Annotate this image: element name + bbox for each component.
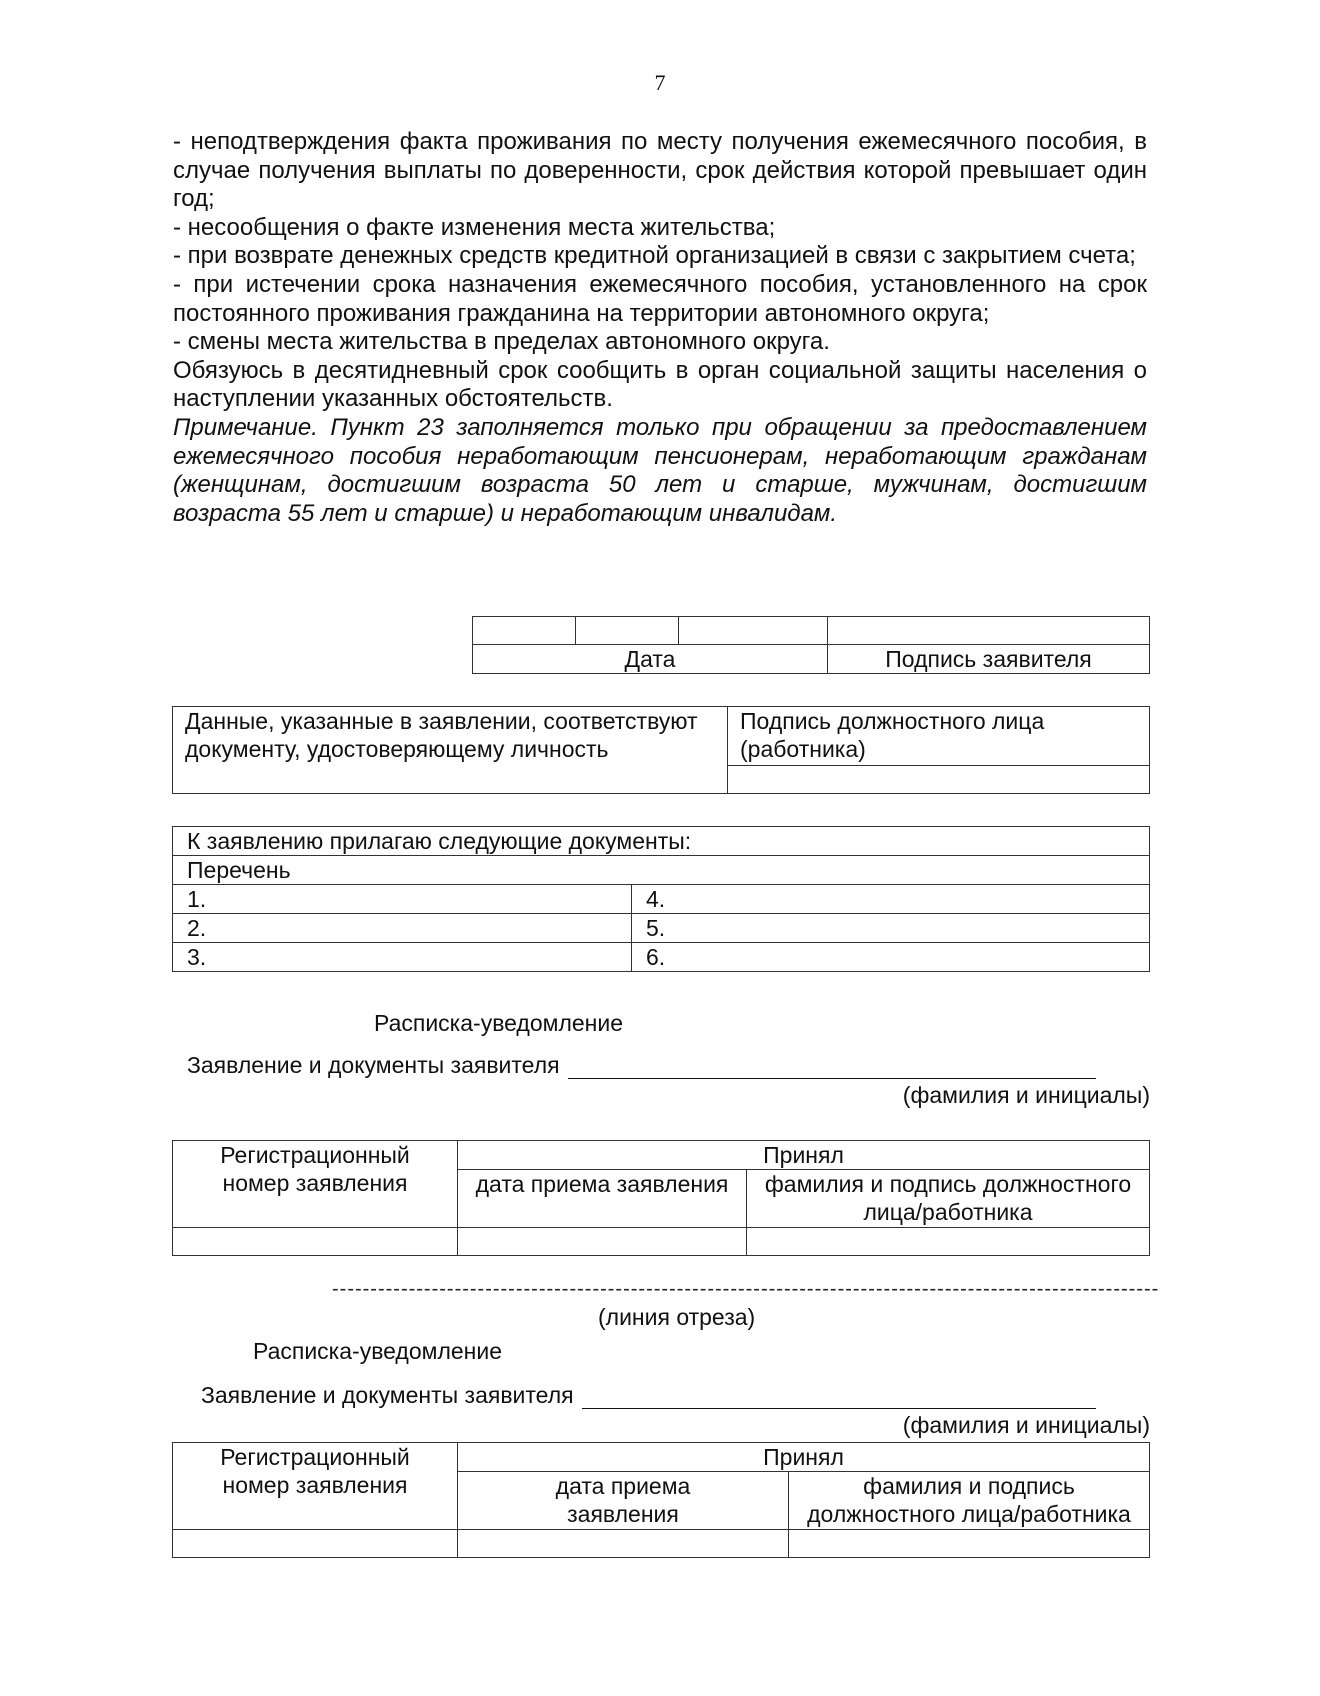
official-cell[interactable] (747, 1228, 1150, 1256)
paragraph: Обязуюсь в десятидневный срок сообщить в орган социальной защиты населения о наступлении указанных обстоятельств. (173, 356, 1147, 413)
signature-label: Подпись заявителя (828, 645, 1150, 674)
official-signature-label: Подпись должностного лица (работника) (728, 707, 1150, 766)
document-item[interactable]: 2. (173, 914, 632, 943)
documents-heading: К заявлению прилагаю следующие документы: (173, 827, 1150, 856)
date-cell-day[interactable] (473, 617, 576, 645)
date-signature-table (472, 616, 1150, 674)
receipt-title: Расписка-уведомление (253, 1338, 503, 1364)
official-cell[interactable] (789, 1530, 1150, 1558)
official-header: фамилия и подпись должностного лица/работника (747, 1170, 1150, 1228)
document-item[interactable]: 6. (632, 943, 1150, 972)
paragraph: - смены места жительства в пределах автономного округа. (173, 328, 830, 356)
date-cell-year[interactable] (679, 617, 828, 645)
signature-cell[interactable] (828, 617, 1150, 645)
date-received-cell[interactable] (458, 1228, 747, 1256)
document-item[interactable]: 5. (632, 914, 1150, 943)
paragraph: - неподтверждения факта проживания по месту получения ежемесячного пособия, в случае получения выплаты по доверенности, срок действия которой превышает один год; (173, 128, 1147, 213)
applicant-line (201, 1382, 1096, 1409)
applicant-text: Заявление и документы заявителя (187, 1052, 560, 1078)
official-header: фамилия и подпись должностного лица/работника (789, 1472, 1150, 1530)
registration-table (172, 1442, 1150, 1558)
receipt-title: Расписка-уведомление (374, 1010, 624, 1036)
official-signature-cell[interactable] (728, 766, 1150, 794)
applicant-line (187, 1052, 1096, 1079)
reg-number-cell[interactable] (173, 1228, 458, 1256)
document-item[interactable]: 3. (173, 943, 632, 972)
date-received-cell[interactable] (458, 1530, 789, 1558)
document-item[interactable]: 4. (632, 885, 1150, 914)
date-received-header: дата приема заявления (458, 1170, 747, 1228)
documents-list-label: Перечень (173, 856, 1150, 885)
reg-number-header: Регистрационный номер заявления (173, 1141, 458, 1228)
initials-label: (фамилия и инициалы) (902, 1082, 1150, 1108)
registration-table (172, 1140, 1150, 1256)
cut-line: ------------------------------------------------------------------------------------------------------------ (332, 1278, 1160, 1300)
paragraph: - несообщения о факте изменения места жительства; (173, 213, 776, 241)
date-cell-month[interactable] (576, 617, 679, 645)
document-item[interactable]: 1. (173, 885, 632, 914)
attached-documents-table (172, 826, 1150, 972)
paragraph: - при истечении срока назначения ежемесячного пособия, установленного на срок постоянного проживания гражданина на территории автономного округа; (173, 270, 1147, 327)
reg-number-header: Регистрационный номер заявления (173, 1443, 458, 1530)
reg-number-cell[interactable] (173, 1530, 458, 1558)
date-label: Дата (473, 645, 828, 674)
accepted-header: Принял (458, 1141, 1150, 1170)
date-received-header: дата приема заявления (458, 1472, 789, 1530)
paragraph: - при возврате денежных средств кредитной организацией в связи с закрытием счета; (173, 242, 1136, 270)
accepted-header: Принял (458, 1443, 1150, 1472)
applicant-text: Заявление и документы заявителя (201, 1382, 574, 1408)
body-text (173, 128, 1147, 528)
verification-table (172, 706, 1150, 794)
page-number: 7 (654, 70, 666, 95)
cut-line-label: (линия отреза) (598, 1304, 756, 1330)
initials-label: (фамилия и инициалы) (902, 1412, 1150, 1438)
applicant-name-field[interactable] (568, 1052, 1096, 1079)
applicant-name-field[interactable] (582, 1382, 1096, 1409)
verification-text: Данные, указанные в заявлении, соответствуют документу, удостоверяющему личность (173, 707, 728, 794)
note-paragraph: Примечание. Пункт 23 заполняется только при обращении за предоставлением ежемесячного пособия неработающим пенсионерам, неработающим гражданам (женщинам, достигшим возраста 50 лет и старше, мужчинам, достигшим возраста 55 лет и старше) и неработающим инвалидам. (173, 413, 1147, 527)
